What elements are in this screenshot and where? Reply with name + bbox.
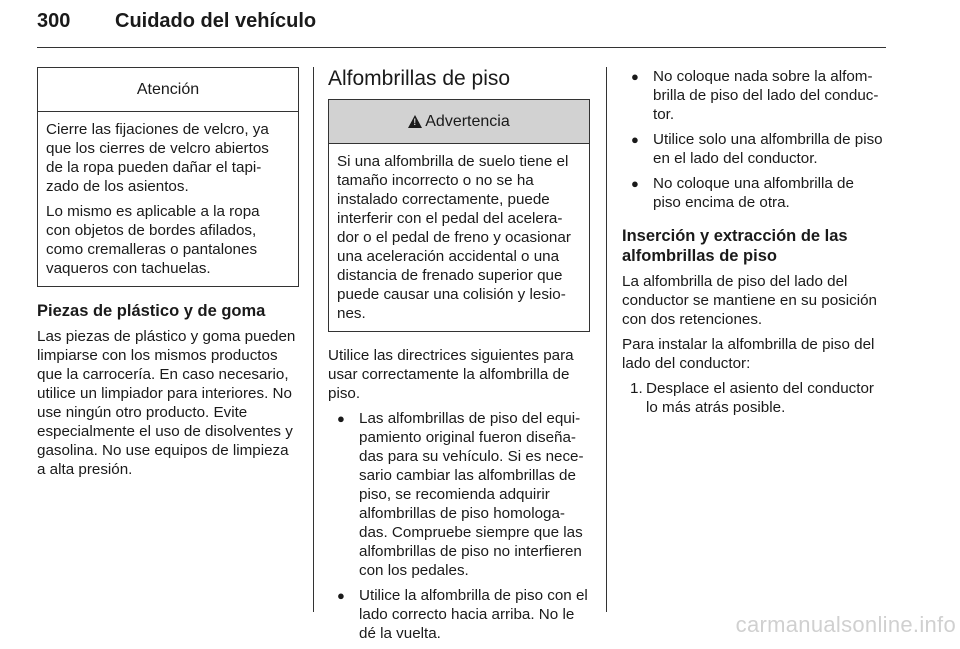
warning-title — [329, 100, 589, 144]
list-item: ● Utilice solo una alfombrilla de piso en el lado del conductor. — [631, 131, 883, 167]
bullet-icon: ● — [337, 411, 345, 426]
attention-paragraph: Cierre las fijaciones de velcro, ya que los cierres de velcro abiertos de la ropa pueden dañar el tapi-zado de los asientos. — [46, 121, 269, 195]
page-number: 300 — [37, 10, 71, 32]
bullet-icon: ● — [337, 588, 345, 603]
plastic-text: Las piezas de plástico y goma pueden limpiarse con los mismos productos que la carrocería. En caso necesario, utilice un limpiador para interiores. No use ningún otro producto. Evite especialmente el uso de disolventes y gasolina. No use equipos de limpieza a alta presión. — [37, 328, 296, 478]
mats-heading: Alfombrillas de piso — [328, 67, 511, 90]
header-rule — [37, 47, 886, 48]
plastic-heading: Piezas de plástico y de goma — [37, 302, 266, 320]
bullet-icon: ● — [631, 132, 639, 147]
warning-box — [328, 99, 590, 332]
insertion-heading: Inserción y extracción de las alfombrillas de piso — [622, 227, 848, 265]
list-item: ● Las alfombrillas de piso del equi-pamiento original fueron diseña-das para su vehículo. Si es nece-sario cambiar las alfombrillas de piso, se recomienda adquirir alfombrillas de piso homologa-das. Compruebe siempre que las alfombrillas de piso no interfieren con los pedales. — [337, 410, 584, 579]
insertion-paragraph: Para instalar la alfombrilla de piso del lado del conductor: — [622, 336, 875, 372]
step-item: 1. Desplace el asiento del conductor lo más atrás posible. — [630, 380, 874, 416]
watermark: carmanualsonline.info — [735, 612, 956, 637]
warning-text: Si una alfombrilla de suelo tiene el tamaño incorrecto o no se ha instalado correctamente, puede interferir con el pedal del acelera-dor o el pedal de freno y ocasionar una aceleración accidental o una distancia de frenado superior que puede causar una colisión y lesio-nes. — [337, 153, 571, 322]
list-item: ● Utilice la alfombrilla de piso con el lado correcto hacia arriba. No le dé la vuelta. — [337, 587, 588, 642]
bullet-icon: ● — [631, 176, 639, 191]
list-item: ● No coloque una alfombrilla de piso encima de otra. — [631, 175, 854, 211]
step-number: 1. — [630, 380, 643, 397]
column-divider — [313, 67, 314, 612]
column-middle — [328, 67, 590, 649]
bullet-icon: ● — [631, 69, 639, 84]
attention-box — [37, 67, 299, 287]
column-left — [37, 67, 299, 485]
page-header — [37, 10, 886, 50]
column-right — [622, 67, 886, 417]
attention-title: Atención — [38, 68, 298, 112]
mats-intro: Utilice las directrices siguientes para usar correctamente la alfombrilla de piso. — [328, 347, 574, 402]
warning-title-text: Advertencia — [425, 112, 510, 130]
list-item: ● No coloque nada sobre la alfom-brilla de piso del lado del conduc-tor. — [631, 68, 879, 123]
attention-paragraph: Lo mismo es aplicable a la ropa con objetos de bordes afilados, como cremalleras o pantalones vaqueros con tachuelas. — [46, 203, 260, 277]
column-divider — [606, 67, 607, 612]
page-title: Cuidado del vehículo — [115, 10, 317, 32]
insertion-paragraph: La alfombrilla de piso del lado del conductor se mantiene en su posición con dos retenciones. — [622, 273, 877, 328]
warning-triangle-icon — [408, 115, 422, 128]
